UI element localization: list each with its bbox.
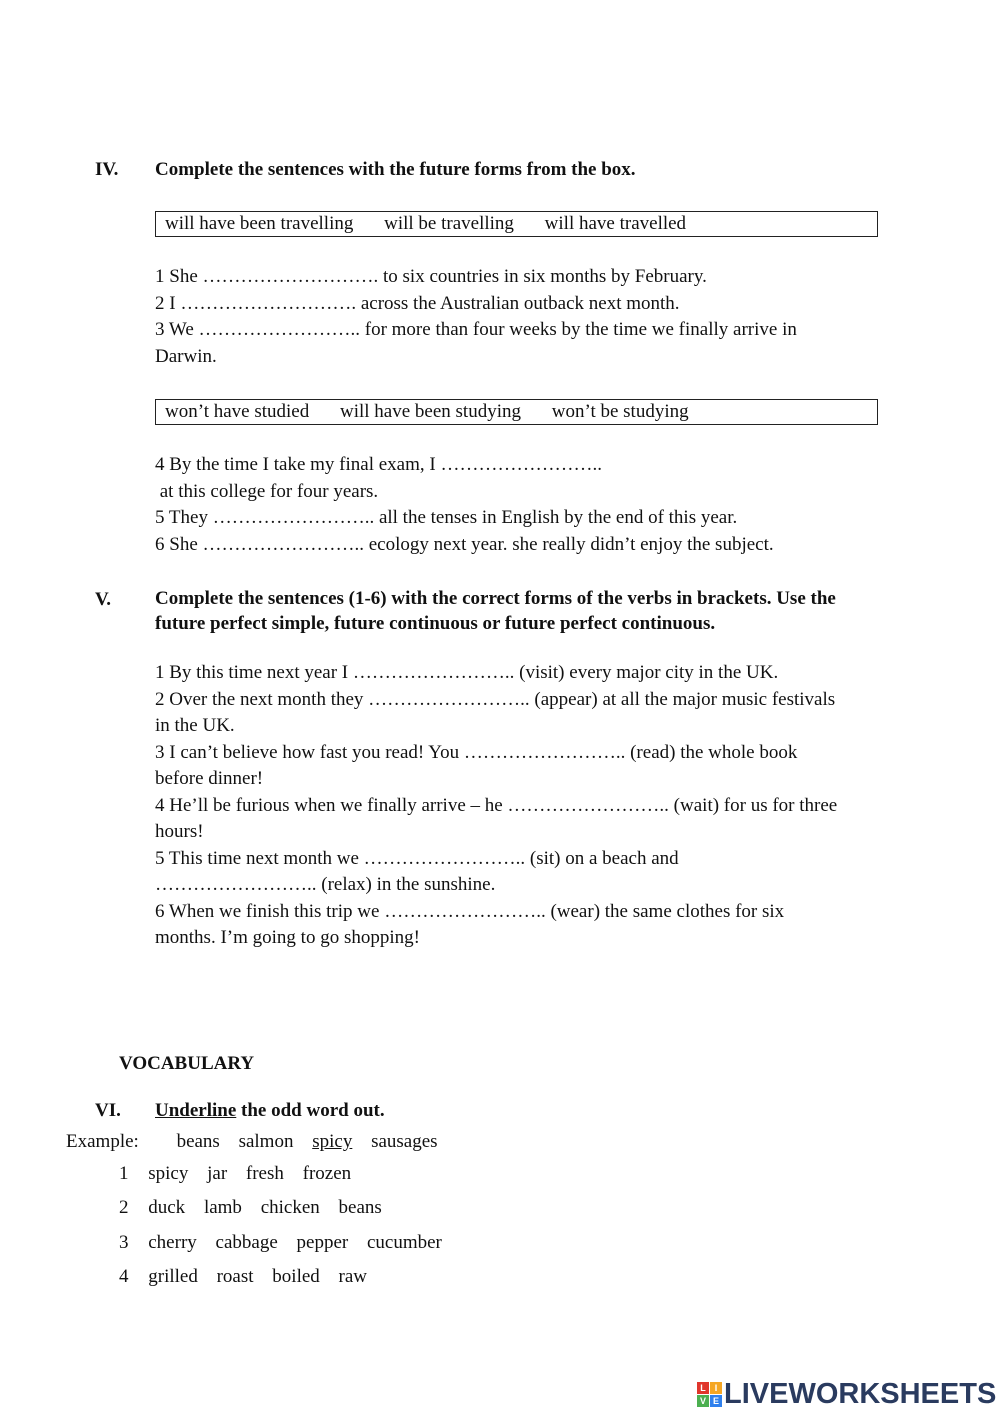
vocab-word[interactable]: lamb (203, 1197, 242, 1218)
section-6-title (155, 1100, 385, 1122)
example-word: salmon (238, 1131, 294, 1152)
vocab-row-4 (119, 1266, 381, 1288)
section-5-sentences (155, 660, 837, 952)
vocab-row-number: 3 (119, 1232, 129, 1253)
section-5-title-line-2: future perfect simple, future continuous or future perfect continuous. (155, 613, 716, 634)
vocab-word[interactable]: jar (207, 1163, 228, 1184)
box1-option-2: will be travelling (384, 213, 514, 234)
sentence-line: months. I’m going to go shopping! (155, 927, 420, 948)
example-word: sausages (371, 1131, 438, 1152)
vocab-word[interactable]: grilled (148, 1266, 198, 1287)
sentence-line: 5 They …………………….. all the tenses in English by the end of this year. (155, 507, 738, 528)
sentence-line: 1 By this time next year I …………………….. (visit) every major city in the UK. (155, 662, 779, 683)
vocab-row-number: 1 (119, 1163, 129, 1184)
vocab-word[interactable]: boiled (272, 1266, 320, 1287)
vocab-row-2 (119, 1197, 396, 1219)
vocab-word[interactable]: raw (338, 1266, 368, 1287)
box2-option-1: won’t have studied (165, 401, 310, 422)
box1-option-1: will have been travelling (165, 213, 354, 234)
sentence-line: 6 She …………………….. ecology next year. she really didn’t enjoy the subject. (155, 533, 774, 555)
sentence-line: hours! (155, 821, 204, 842)
word-box-2 (155, 399, 878, 425)
vocabulary-heading: VOCABULARY (119, 1053, 255, 1074)
vocab-row-number: 2 (119, 1197, 129, 1218)
logo-mark-letter: V (697, 1395, 709, 1407)
section-4-group-1 (155, 264, 797, 370)
sentence-line: 6 When we finish this trip we …………………….. (wear) the same clothes for six (155, 900, 785, 922)
sentence-line: 3 We …………………….. for more than four weeks by the time we finally arrive in (155, 319, 797, 340)
sentence-line: 1 She ………………………. to six countries in six months by February. (155, 266, 707, 287)
sentence-line: at this college for four years. (155, 480, 379, 502)
sentence-line: …………………….. (relax) in the sunshine. (155, 874, 496, 895)
logo-mark-letter: I (710, 1382, 722, 1394)
sentence-line: in the UK. (155, 715, 235, 736)
liveworksheets-logo (697, 1377, 996, 1411)
vocab-row-number: 4 (119, 1266, 129, 1287)
section-4-number: IV. (95, 159, 119, 180)
liveworksheets-mark-icon (697, 1382, 722, 1407)
example-row (66, 1131, 452, 1153)
section-4-group-2 (155, 452, 774, 558)
example-word: beans (176, 1131, 220, 1152)
vocab-word[interactable]: pepper (296, 1232, 349, 1253)
sentence-line: 4 By the time I take my final exam, I …………………….. (155, 454, 602, 475)
sentence-line: 4 He’ll be furious when we finally arrive – he …………………….. (wait) for us for three (155, 794, 838, 816)
vocab-word[interactable]: cucumber (366, 1232, 442, 1253)
logo-mark-letter: E (710, 1395, 722, 1407)
section-6-title-rest: the odd word out. (236, 1100, 385, 1121)
vocab-word[interactable]: fresh (245, 1163, 284, 1184)
logo-wordmark: LIVEWORKSHEETS (724, 1377, 997, 1410)
section-5-number: V. (95, 589, 112, 610)
logo-mark-letter: L (697, 1382, 709, 1394)
section-6-number: VI. (95, 1100, 121, 1121)
box1-option-3: will have travelled (544, 213, 687, 234)
vocab-word[interactable]: cherry (148, 1232, 197, 1253)
vocab-word[interactable]: spicy (148, 1163, 189, 1184)
sentence-line: 2 Over the next month they …………………….. (appear) at all the major music festivals (155, 688, 836, 710)
box2-option-3: won’t be studying (551, 401, 689, 422)
sentence-line: 2 I ………………………. across the Australian outback next month. (155, 292, 680, 314)
example-label: Example: (66, 1131, 139, 1152)
section-5-title (155, 586, 836, 636)
vocab-word[interactable]: beans (338, 1197, 382, 1218)
sentence-line: before dinner! (155, 768, 264, 789)
section-4-title: Complete the sentences with the future forms from the box. (155, 159, 636, 180)
vocab-word[interactable]: cabbage (215, 1232, 278, 1253)
vocab-word[interactable]: chicken (260, 1197, 320, 1218)
box2-option-2: will have been studying (340, 401, 521, 422)
sentence-line: 5 This time next month we …………………….. (sit) on a beach and (155, 847, 679, 869)
vocab-word[interactable]: roast (216, 1266, 254, 1287)
vocab-word[interactable]: duck (148, 1197, 186, 1218)
example-word-underlined: spicy (312, 1131, 353, 1152)
section-6-title-underlined: Underline (155, 1100, 237, 1121)
sentence-line: Darwin. (155, 345, 217, 367)
sentence-line: 3 I can’t believe how fast you read! You …………………….. (read) the whole book (155, 741, 798, 763)
word-box-1 (155, 211, 878, 237)
vocab-row-1 (119, 1163, 365, 1185)
vocab-word[interactable]: frozen (302, 1163, 352, 1184)
section-5-title-line-1: Complete the sentences (1-6) with the correct forms of the verbs in brackets. Use the (155, 588, 836, 609)
vocab-row-3 (119, 1232, 456, 1254)
